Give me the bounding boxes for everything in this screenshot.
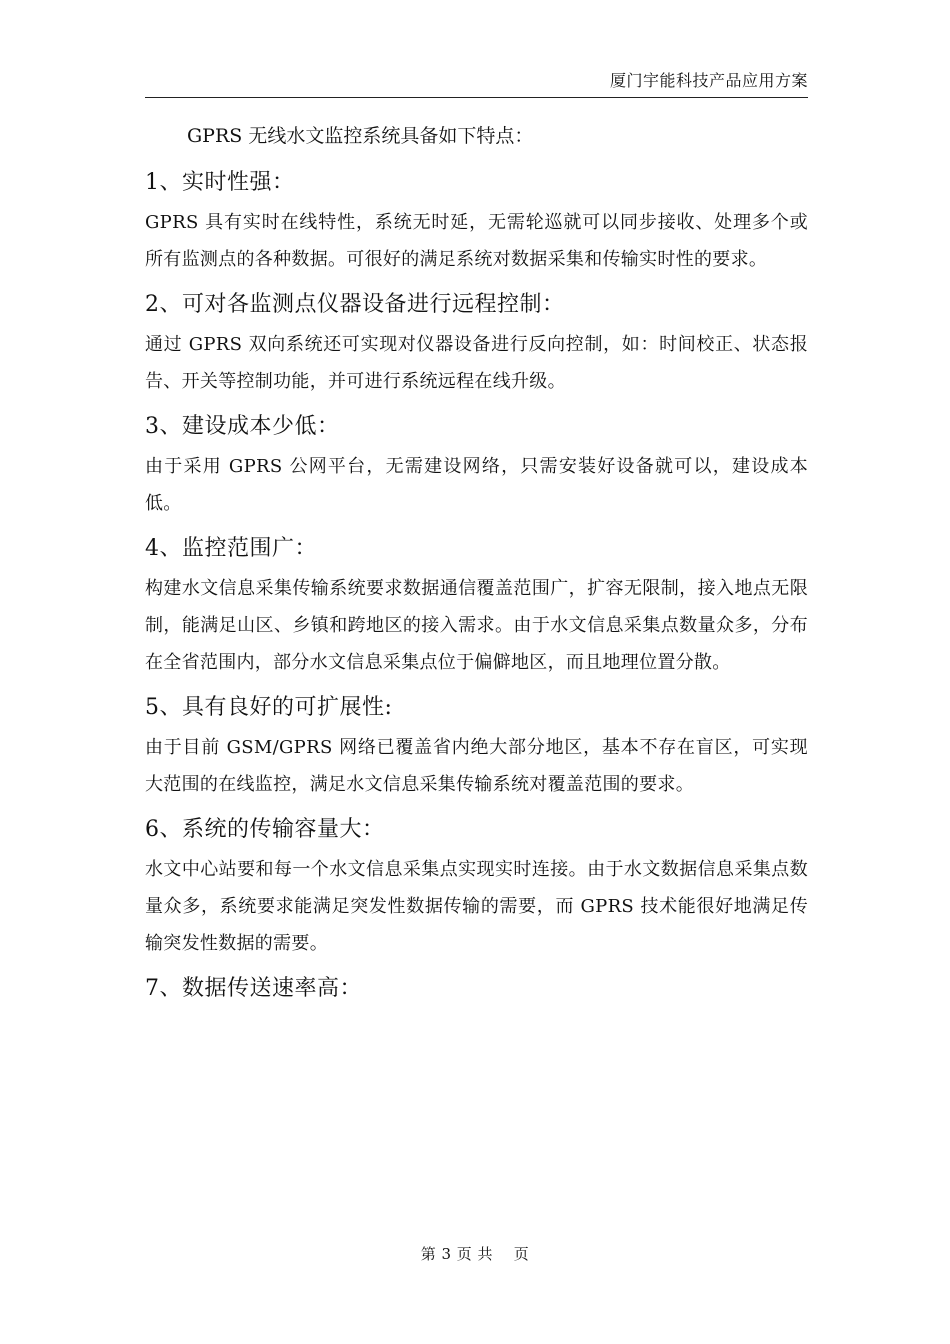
section-7 <box>145 972 808 1006</box>
intro-paragraph: GPRS 无线水文监控系统具备如下特点： <box>187 125 534 147</box>
section-2 <box>145 288 808 400</box>
section-heading: 7、数据传送速率高： <box>145 976 362 1001</box>
section-body: 由于目前 GSM/GPRS 网络已覆盖省内绝大部分地区，基本不存在盲区，可实现大范围的在线监控，满足水文信息采集传输系统对覆盖范围的要求。 <box>145 737 808 795</box>
section-body: 构建水文信息采集传输系统要求数据通信覆盖范围广，扩容无限制，接入地点无限制，能满足山区、乡镇和跨地区的接入需求。由于水文信息采集点数量众多，分布在全省范围内，部分水文信息采集点位于偏僻地区，而且地理位置分散。 <box>145 578 808 673</box>
section-5 <box>145 691 808 803</box>
section-6 <box>145 813 808 962</box>
section-heading: 1、实时性强： <box>145 170 295 195</box>
header-divider <box>145 97 808 98</box>
page-footer: 第 3 页 共 页 <box>420 1245 530 1263</box>
section-body: 水文中心站要和每一个水文信息采集点实现实时连接。由于水文数据信息采集点数量众多，系统要求能满足突发性数据传输的需要，而 GPRS 技术能很好地满足传输突发性数据的需要。 <box>145 859 808 954</box>
section-body: GPRS 具有实时在线特性，系统无时延，无需轮巡就可以同步接收、处理多个或所有监测点的各种数据。可很好的满足系统对数据采集和传输实时性的要求。 <box>145 212 808 270</box>
section-heading: 3、建设成本少低： <box>145 414 340 439</box>
section-heading: 4、监控范围广： <box>145 536 317 561</box>
section-3 <box>145 410 808 522</box>
section-4 <box>145 532 808 681</box>
section-body: 由于采用 GPRS 公网平台，无需建设网络，只需安装好设备就可以，建设成本低。 <box>145 456 808 514</box>
section-heading: 5、具有良好的可扩展性: <box>145 695 393 720</box>
section-heading: 2、可对各监测点仪器设备进行远程控制： <box>145 292 565 317</box>
section-heading: 6、系统的传输容量大： <box>145 817 385 842</box>
section-1 <box>145 166 808 278</box>
section-body: 通过 GPRS 双向系统还可实现对仪器设备进行反向控制，如：时间校正、状态报告、开关等控制功能，并可进行系统远程在线升级。 <box>145 334 808 392</box>
document-body <box>145 118 808 1016</box>
page-header-title: 厦门宇能科技产品应用方案 <box>609 71 808 90</box>
